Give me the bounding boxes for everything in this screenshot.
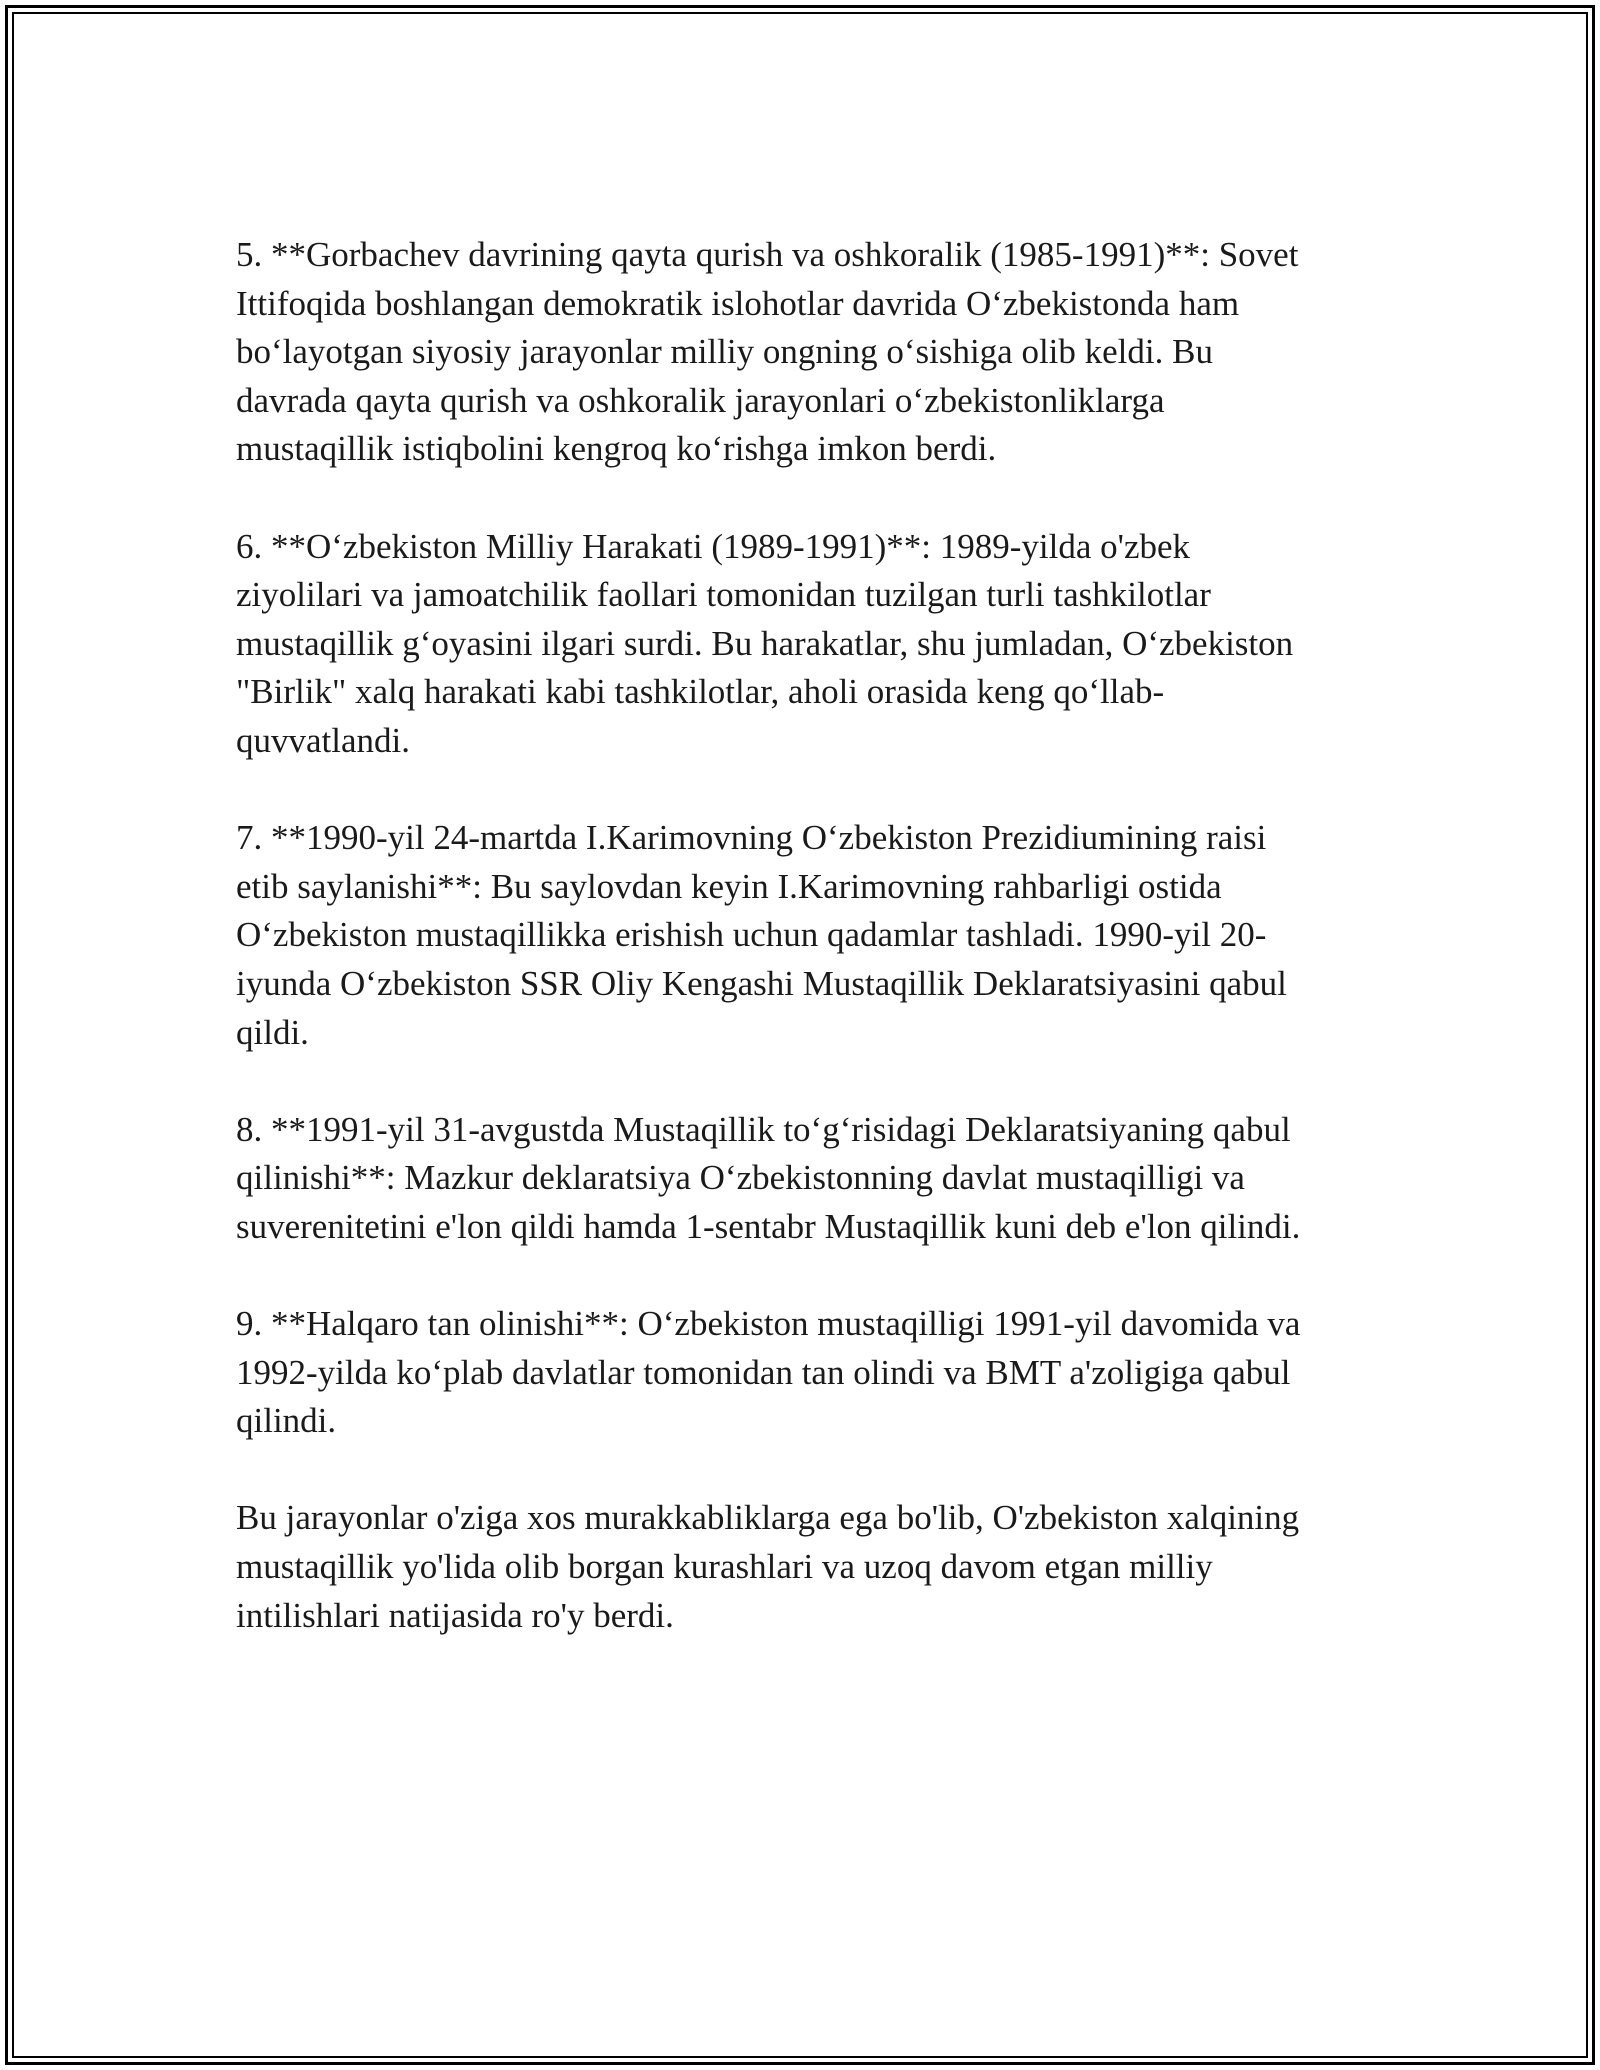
- paragraph-item-9: 9. **Halqaro tan olinishi**: O‘zbekiston mustaqilligi 1991-yil davomida va 1992-yilda ko‘plab davlatlar tomonidan tan olindi va BMT a'zoligiga qabul qilindi.: [236, 1304, 1301, 1441]
- paragraph-item-5: 5. **Gorbachev davrining qayta qurish va oshkoralik (1985-1991)**: Sovet Ittifoqida boshlangan demokratik islohotlar davrida O‘zbekistonda ham bo‘layotgan siyosiy jarayonlar milliy ongning o‘sishiga olib keldi. Bu davrada qayta qurish va oshkoralik jarayonlari o‘zbekistonliklarga mustaqillik istiqbolini kengroq ko‘rishga imkon berdi.: [236, 235, 1299, 469]
- document-body: [236, 231, 1366, 1689]
- paragraph-item-8: 8. **1991-yil 31-avgustda Mustaqillik to‘g‘risidagi Deklaratsiyaning qabul qilinishi**: Mazkur deklaratsiya O‘zbekistonning davlat mustaqilligi va suverenitetini e'lon qildi hamda 1-sentabr Mustaqillik kuni deb e'lon qilindi.: [236, 1109, 1301, 1246]
- paragraph-item-6: 6. **O‘zbekiston Milliy Harakati (1989-1991)**: 1989-yilda o'zbek ziyolilari va jamoatchilik faollari tomonidan tuzilgan turli tashkilotlar mustaqillik g‘oyasini ilgari surdi. Bu harakatlar, shu jumladan, O‘zbekiston "Birlik" xalq harakati kabi tashkilotlar, aholi orasida keng qo‘llab- quvvatlandi.: [236, 526, 1294, 760]
- conclusion-paragraph: Bu jarayonlar o'ziga xos murakkabliklarga ega bo'lib, O'zbekiston xalqining mustaqillik yo'lida olib borgan kurashlari va uzoq davom etgan milliy intilishlari natijasida ro'y berdi.: [236, 1498, 1300, 1635]
- paragraph-item-7: 7. **1990-yil 24-martda I.Karimovning O‘zbekiston Prezidiumining raisi etib saylanishi**: Bu saylovdan keyin I.Karimovning rahbarligi ostida O‘zbekiston mustaqillikka erishish uchun qadamlar tashladi. 1990-yil 20- iyunda O‘zbekiston SSR Oliy Kengashi Mustaqillik Deklaratsiyasini qabul qildi.: [236, 818, 1287, 1052]
